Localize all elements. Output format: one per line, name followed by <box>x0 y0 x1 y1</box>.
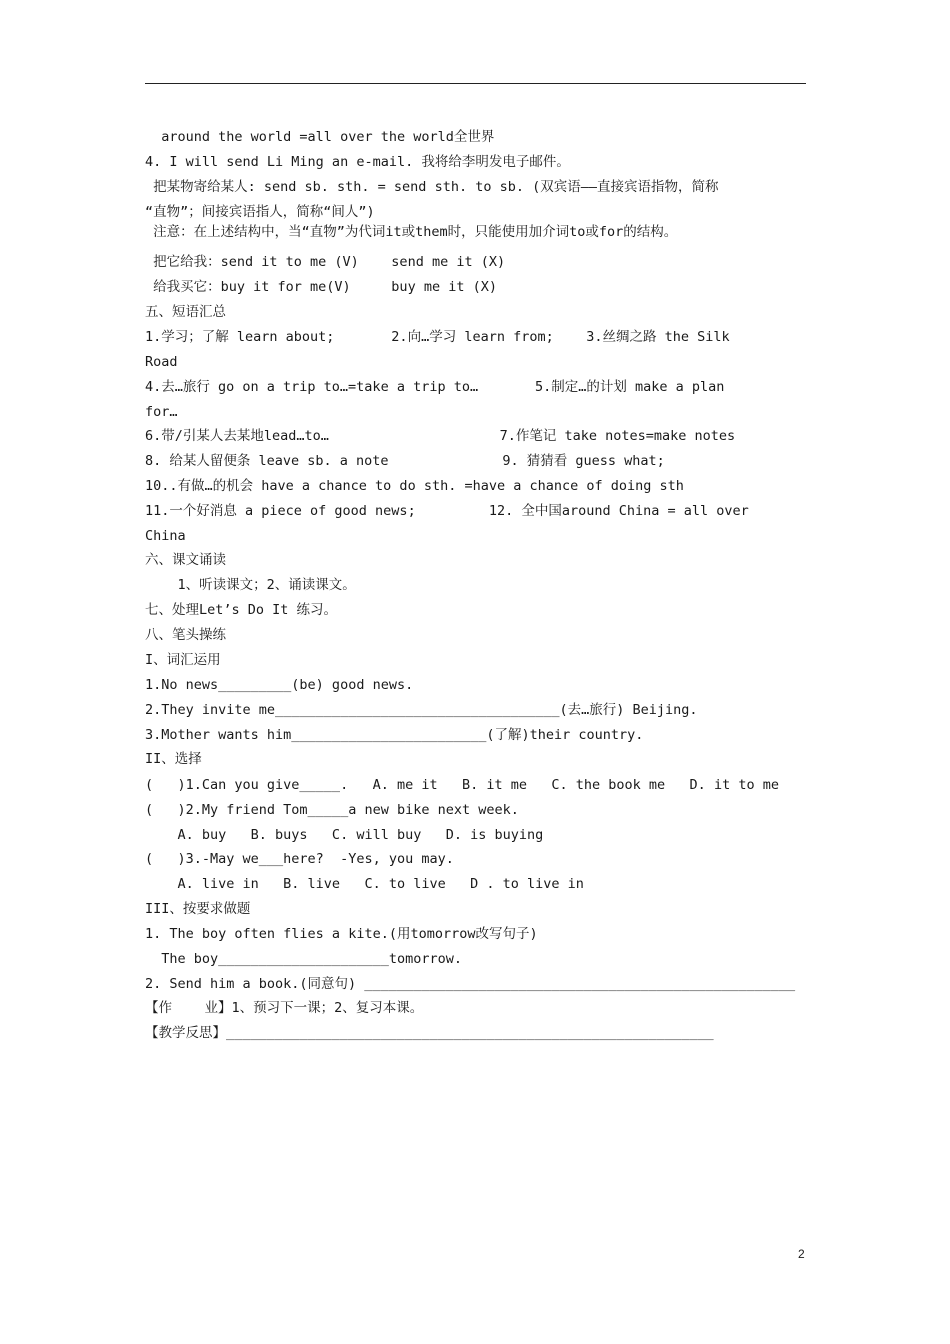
page-number: 2 <box>798 1247 805 1261</box>
line-10: Road <box>145 354 178 370</box>
line-16: 11.一个好消息 a piece of good news; 12. 全中国around China = all over <box>145 503 749 519</box>
exercise-2-1: ( )1.Can you give_____. A. me it B. it me C. the book me D. it to me <box>145 777 779 793</box>
line-3: 把某物寄给某人: send sb. sth. = send sth. to sb. (双宾语——直接宾语指物，简称 <box>145 179 719 195</box>
part-3-heading: III、按要求做题 <box>145 901 251 917</box>
line-2: 4. I will send Li Ming an e-mail. 我将给李明发电子邮件。 <box>145 154 570 170</box>
line-17: China <box>145 528 186 544</box>
exercise-3-1: 1. The boy often flies a kite.(用tomorrow改写句子) <box>145 926 538 942</box>
line-19: 1、听读课文；2、诵读课文。 <box>145 577 356 593</box>
line-5: 注意：在上述结构中，当“直物”为代词it或them时，只能使用加介词to或for的结构。 <box>145 224 678 240</box>
line-1: around the world =all over the world全世界 <box>145 129 495 145</box>
line-9: 1.学习；了解 learn about; 2.向…学习 learn from; 3.丝绸之路 the Silk <box>145 329 730 345</box>
section-5-heading: 五、短语汇总 <box>145 304 226 320</box>
exercise-2-3-options: A. live in B. live C. to live D . to live in <box>145 876 584 892</box>
exercise-2-3: ( )3.-May we___here? -Yes, you may. <box>145 851 454 867</box>
section-6-heading: 六、课文诵读 <box>145 552 226 568</box>
exercise-3-2: 2. Send him a book.(同意句) _____________________________________________________ <box>145 976 796 992</box>
line-7: 给我买它：buy it for me(V) buy me it (X) <box>145 279 497 295</box>
section-7-heading: 七、处理Let’s Do It 练习。 <box>145 602 338 618</box>
line-4: “直物”；间接宾语指人，简称“间人”) <box>145 204 375 220</box>
line-14: 8. 给某人留便条 leave sb. a note 9. 猜猜看 guess what; <box>145 453 665 469</box>
section-8-heading: 八、笔头操练 <box>145 627 226 643</box>
line-12: for… <box>145 404 178 420</box>
header-rule <box>145 83 806 84</box>
exercise-1-1: 1.No news_________(be) good news. <box>145 677 414 693</box>
exercise-3-1-answer: The boy_____________________tomorrow. <box>145 951 462 967</box>
line-6: 把它给我：send it to me (V) send me it (X) <box>145 254 506 270</box>
part-2-heading: II、选择 <box>145 751 202 767</box>
part-1-heading: I、词汇运用 <box>145 652 221 668</box>
reflection-line: 【教学反思】____________________________________________________________ <box>145 1025 714 1041</box>
homework-line: 【作 业】1、预习下一课；2、复习本课。 <box>145 1000 424 1016</box>
line-13: 6.带/引某人去某地lead…to… 7.作笔记 take notes=make notes <box>145 428 736 444</box>
line-11: 4.去…旅行 go on a trip to…=take a trip to… 5.制定…的计划 make a plan <box>145 379 725 395</box>
exercise-2-2-options: A. buy B. buys C. will buy D. is buying <box>145 827 544 843</box>
exercise-1-2: 2.They invite me___________________________________(去…旅行) Beijing. <box>145 702 698 718</box>
exercise-2-2: ( )2.My friend Tom_____a new bike next week. <box>145 802 519 818</box>
exercise-1-3: 3.Mother wants him________________________(了解)their country. <box>145 727 644 743</box>
line-15: 10..有做…的机会 have a chance to do sth. =have a chance of doing sth <box>145 478 684 494</box>
